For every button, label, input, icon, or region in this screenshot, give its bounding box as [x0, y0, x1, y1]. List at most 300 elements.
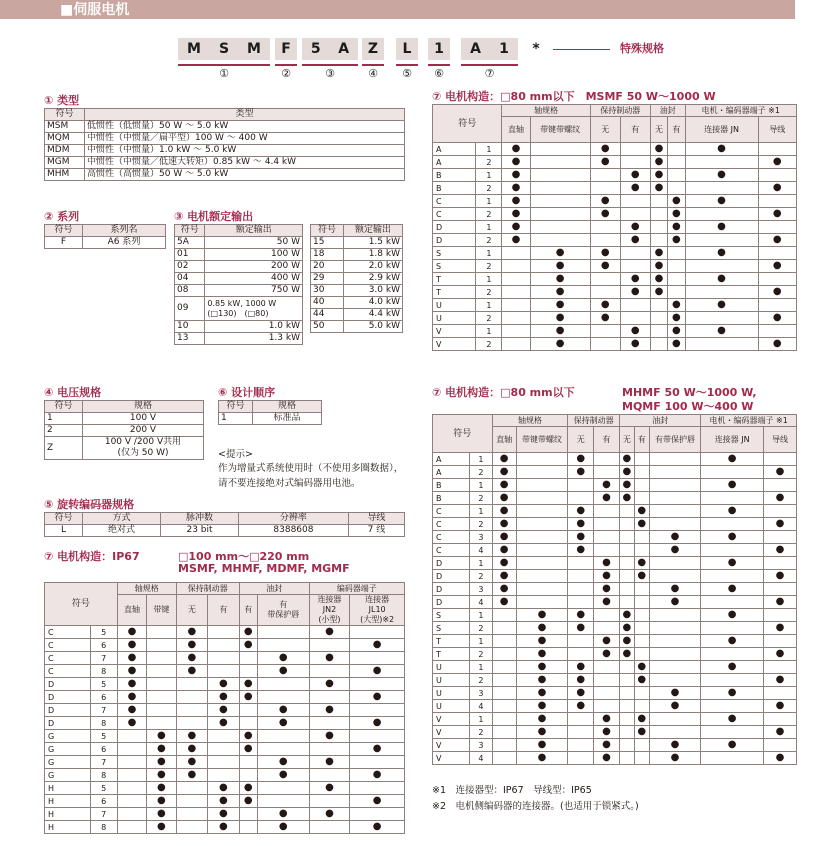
col-header: 脉冲数	[161, 513, 239, 525]
col-header: 符号	[311, 225, 344, 237]
dot-mark: ●	[654, 143, 664, 154]
dot-mark: ●	[600, 143, 610, 154]
model-code-box-6	[428, 38, 450, 60]
option-cell	[208, 743, 240, 756]
option-cell	[649, 466, 701, 479]
code-letter: S	[433, 247, 476, 260]
option-cell	[176, 808, 208, 821]
dot-mark: ●	[717, 169, 726, 180]
option-cell	[176, 717, 208, 730]
code-letter: S	[433, 622, 470, 635]
option-cell	[619, 609, 634, 622]
dot-mark: ●	[672, 299, 681, 310]
dot-mark: ●	[727, 505, 737, 516]
col-header: 规格	[253, 401, 322, 413]
option-cell	[594, 479, 620, 492]
option-cell	[701, 570, 764, 583]
code-number: 2	[476, 182, 502, 195]
option-cell	[590, 273, 620, 286]
table-row	[433, 143, 797, 156]
option-cell	[516, 557, 568, 570]
model-position-number: ④	[368, 67, 378, 80]
option-cell	[239, 743, 257, 756]
dot-mark: ●	[372, 769, 382, 780]
dot-mark: ●	[654, 182, 664, 193]
option-cell	[701, 492, 764, 505]
dot-mark: ●	[772, 182, 782, 193]
dot-mark: ●	[717, 325, 726, 336]
col-sub-header	[117, 595, 146, 626]
dot-mark: ●	[499, 596, 509, 607]
dot-mark: ●	[325, 678, 334, 689]
option-cell	[634, 570, 649, 583]
output-value: 50 W	[205, 237, 303, 249]
model-code-box-2	[275, 38, 297, 60]
option-cell	[620, 169, 650, 182]
option-cell	[257, 756, 309, 769]
table-cell: 100 V	[83, 413, 204, 425]
option-cell	[685, 208, 758, 221]
option-cell	[649, 674, 701, 687]
col-header: 符号	[219, 401, 253, 413]
table-row	[45, 425, 204, 437]
dot-mark: ●	[600, 312, 610, 323]
option-cell	[117, 808, 146, 821]
option-cell	[492, 570, 516, 583]
dot-mark: ●	[672, 325, 681, 336]
option-cell	[568, 622, 594, 635]
option-cell	[594, 453, 620, 466]
option-cell	[492, 531, 516, 544]
option-cell	[649, 713, 701, 726]
code-letter: U	[433, 687, 470, 700]
output-code: 01	[175, 249, 205, 261]
option-cell	[309, 678, 350, 691]
option-cell	[649, 492, 701, 505]
option-cell	[634, 479, 649, 492]
code-letter: D	[433, 570, 470, 583]
option-cell	[668, 325, 685, 338]
dot-mark: ●	[511, 195, 521, 206]
option-cell	[685, 260, 758, 273]
option-cell	[668, 234, 685, 247]
option-cell	[758, 143, 796, 156]
col-group-header: 保持制动器	[176, 583, 239, 595]
col-sub-header	[568, 427, 594, 453]
option-cell	[590, 338, 620, 351]
dot-mark: ●	[775, 596, 785, 607]
option-cell	[685, 169, 758, 182]
table-row	[433, 544, 797, 557]
output-code: 5A	[175, 237, 205, 249]
option-cell	[239, 808, 257, 821]
col-header: 额定输出	[344, 225, 403, 237]
dot-mark: ●	[157, 769, 166, 780]
dot-mark: ●	[127, 652, 137, 663]
output-table-left	[174, 224, 303, 345]
cell-line: (□130) (□80)	[207, 308, 269, 318]
code-number: 5	[90, 678, 117, 691]
option-cell	[208, 704, 240, 717]
option-cell	[208, 821, 240, 834]
option-cell	[309, 756, 350, 769]
table-row	[433, 312, 797, 325]
dot-mark: ●	[537, 739, 547, 750]
model-char: Z	[367, 41, 379, 57]
option-cell	[117, 639, 146, 652]
dot-mark: ●	[157, 730, 166, 741]
hint-title: <提示>	[218, 449, 253, 460]
dot-mark: ●	[727, 531, 737, 542]
dot-mark: ●	[187, 743, 197, 754]
code-number: 2	[470, 570, 492, 583]
dot-mark: ●	[537, 713, 547, 724]
dot-mark: ●	[499, 544, 509, 555]
option-cell	[257, 808, 309, 821]
option-cell	[619, 531, 634, 544]
option-cell	[634, 622, 649, 635]
option-cell	[594, 687, 620, 700]
dot-mark: ●	[576, 674, 586, 685]
code-number: 2	[470, 648, 492, 661]
dot-mark: ●	[717, 247, 726, 258]
dot-mark: ●	[555, 247, 565, 258]
table-row	[433, 221, 797, 234]
option-cell	[350, 626, 405, 639]
option-cell	[594, 518, 620, 531]
table-row	[45, 652, 405, 665]
sub-header-line: 连接器 JN	[714, 434, 750, 444]
dot-mark: ●	[499, 570, 509, 581]
option-cell	[502, 208, 530, 221]
option-cell	[649, 648, 701, 661]
option-cell	[516, 752, 568, 765]
option-cell	[502, 299, 530, 312]
option-cell	[620, 338, 650, 351]
option-cell	[176, 678, 208, 691]
code-number: 5	[90, 782, 117, 795]
table-row	[45, 795, 405, 808]
table-row	[311, 297, 403, 309]
option-cell	[309, 639, 350, 652]
code-letter: C	[45, 626, 91, 639]
option-cell	[758, 338, 796, 351]
option-cell	[668, 221, 685, 234]
output-value: 4.0 kW	[344, 297, 403, 309]
table-row	[45, 437, 204, 460]
col-sub-header	[239, 595, 257, 626]
table-row	[45, 157, 405, 169]
option-cell	[594, 596, 620, 609]
option-cell	[590, 286, 620, 299]
dot-mark: ●	[219, 795, 228, 806]
col-sub-header	[685, 117, 758, 143]
option-cell	[208, 730, 240, 743]
model-code-box-7	[461, 38, 518, 60]
option-cell	[530, 234, 590, 247]
option-cell	[701, 479, 764, 492]
option-cell	[568, 531, 594, 544]
col-sub-header	[668, 117, 685, 143]
table-row	[45, 743, 405, 756]
col-sub-header	[492, 427, 516, 453]
table-row	[45, 678, 405, 691]
model-position-number: ⑥	[434, 67, 444, 80]
option-cell	[685, 247, 758, 260]
table-cell: 8388608	[239, 525, 349, 537]
option-cell	[668, 169, 685, 182]
code-letter: H	[45, 808, 91, 821]
option-cell	[758, 325, 796, 338]
dot-mark: ●	[127, 626, 137, 637]
encoder-table	[44, 512, 405, 537]
option-cell	[117, 743, 146, 756]
table-row	[433, 208, 797, 221]
option-cell	[620, 234, 650, 247]
table-cell: MQM	[45, 133, 85, 145]
option-cell	[634, 661, 649, 674]
table-row	[45, 782, 405, 795]
table-row	[45, 704, 405, 717]
table-row	[175, 285, 303, 297]
sub-header-line: 直轴	[508, 124, 525, 134]
option-cell	[619, 466, 634, 479]
option-cell	[492, 700, 516, 713]
sub-header-line: 导线	[771, 434, 788, 444]
sub-header-line: 有	[631, 124, 640, 134]
option-cell	[649, 700, 701, 713]
table-row	[45, 730, 405, 743]
col-sub-header	[516, 427, 568, 453]
option-cell	[763, 492, 796, 505]
option-cell	[758, 208, 796, 221]
table-row	[433, 273, 797, 286]
option-cell	[620, 247, 650, 260]
dot-mark: ●	[775, 674, 785, 685]
col-sub-header	[147, 595, 176, 626]
code-number: 1	[476, 247, 502, 260]
option-cell	[701, 726, 764, 739]
option-cell	[619, 596, 634, 609]
option-cell	[516, 479, 568, 492]
output-code: 29	[311, 273, 344, 285]
dot-mark: ●	[187, 665, 197, 676]
header-row	[45, 513, 405, 525]
option-cell	[350, 665, 405, 678]
option-cell	[590, 195, 620, 208]
option-cell	[649, 531, 701, 544]
dot-mark: ●	[600, 247, 610, 258]
option-cell	[309, 795, 350, 808]
table-cell: Z	[45, 437, 83, 460]
table-row	[433, 622, 797, 635]
dot-mark: ●	[727, 479, 737, 490]
option-cell	[568, 518, 594, 531]
sub-header-line: 无	[187, 605, 196, 614]
dot-mark: ●	[670, 687, 680, 698]
option-cell	[650, 143, 667, 156]
code-letter: A	[433, 143, 476, 156]
option-cell	[668, 156, 685, 169]
option-cell	[502, 325, 530, 338]
table-cell: 标准品	[253, 413, 322, 425]
option-cell	[516, 596, 568, 609]
table-cell: 1	[45, 413, 83, 425]
option-cell	[117, 652, 146, 665]
option-cell	[668, 299, 685, 312]
code-letter: U	[433, 661, 470, 674]
code-letter: T	[433, 635, 470, 648]
code-letter: G	[45, 756, 91, 769]
option-cell	[594, 609, 620, 622]
col-sub-header	[758, 117, 796, 143]
table-row	[45, 169, 405, 181]
model-char: 1	[499, 41, 509, 57]
dot-mark: ●	[775, 726, 785, 737]
col-sub-header	[763, 427, 796, 453]
dot-mark: ●	[654, 273, 664, 284]
option-cell	[594, 661, 620, 674]
option-cell	[619, 674, 634, 687]
option-cell	[619, 752, 634, 765]
col-group-header: 保持制动器	[568, 415, 620, 427]
model-code-box-4	[362, 38, 384, 60]
option-cell	[763, 479, 796, 492]
sub-header-line: 导线	[769, 124, 786, 134]
series-table	[44, 224, 166, 249]
option-cell	[176, 743, 208, 756]
option-cell	[634, 713, 649, 726]
code-number: 1	[476, 143, 502, 156]
option-cell	[492, 674, 516, 687]
option-cell	[492, 687, 516, 700]
col-header: 符号	[45, 225, 83, 237]
option-cell	[650, 286, 667, 299]
option-cell	[594, 713, 620, 726]
output-value: 1.3 kW	[205, 333, 303, 345]
table-row	[175, 237, 303, 249]
table-row	[433, 453, 797, 466]
hint-line1: 作为增量式系统使用时（不使用多圈数据），	[218, 463, 404, 474]
option-cell	[758, 156, 796, 169]
option-cell	[208, 769, 240, 782]
option-cell	[568, 752, 594, 765]
option-cell	[502, 143, 530, 156]
model-char: 5	[310, 41, 321, 57]
table-cell: 中惯性（中惯量／扁平型）100 W ～ 400 W	[85, 133, 405, 145]
code-number: 1	[476, 273, 502, 286]
dot-mark: ●	[511, 156, 521, 167]
table-row	[433, 739, 797, 752]
dot-mark: ●	[325, 730, 334, 741]
option-cell	[634, 752, 649, 765]
table-row	[311, 321, 403, 333]
code-number: 1	[476, 195, 502, 208]
option-cell	[492, 648, 516, 661]
option-cell	[701, 687, 764, 700]
encoder-title: ⑤ 旋转编码器规格	[44, 498, 135, 511]
dot-mark: ●	[672, 195, 681, 206]
dot-mark: ●	[576, 466, 586, 477]
code-letter: A	[433, 453, 470, 466]
code-letter: C	[433, 531, 470, 544]
dot-mark: ●	[278, 808, 288, 819]
dot-mark: ●	[219, 808, 228, 819]
option-cell	[309, 821, 350, 834]
table-cell: 2	[45, 425, 83, 437]
sub-header-line: (小型)	[318, 615, 341, 624]
option-cell	[590, 169, 620, 182]
dot-mark: ●	[157, 782, 166, 793]
option-cell	[634, 687, 649, 700]
table-row	[433, 505, 797, 518]
code-number: 6	[90, 691, 117, 704]
option-cell	[176, 691, 208, 704]
table-row	[433, 156, 797, 169]
dot-mark: ●	[499, 492, 509, 503]
option-cell	[650, 299, 667, 312]
option-cell	[590, 156, 620, 169]
option-cell	[309, 808, 350, 821]
dot-mark: ●	[670, 583, 680, 594]
dot-mark: ●	[499, 531, 509, 542]
sub-header-line: (大型)※2	[360, 615, 395, 624]
option-cell	[530, 182, 590, 195]
option-cell	[568, 635, 594, 648]
option-cell	[530, 169, 590, 182]
sub-header-line: 带键带螺纹	[522, 434, 562, 444]
sub-header-line: 有	[219, 605, 228, 614]
output-value: 200 W	[205, 261, 303, 273]
dot-mark: ●	[499, 518, 509, 529]
option-cell	[208, 665, 240, 678]
option-cell	[492, 596, 516, 609]
voltage-title: ④ 电压规格	[44, 386, 102, 399]
dot-mark: ●	[672, 338, 681, 349]
dot-mark: ●	[600, 195, 610, 206]
dot-mark: ●	[602, 648, 611, 659]
sub-header-line: 无	[601, 124, 610, 134]
option-cell	[239, 821, 257, 834]
design-title: ⑥ 设计顺序	[218, 386, 276, 399]
dot-mark: ●	[637, 505, 647, 516]
dot-mark: ●	[670, 544, 680, 555]
option-cell	[650, 338, 667, 351]
model-underline	[428, 64, 450, 66]
table-row	[45, 769, 405, 782]
dot-mark: ●	[654, 260, 664, 271]
code-number: 1	[476, 169, 502, 182]
option-cell	[147, 756, 176, 769]
code-letter: D	[45, 717, 91, 730]
option-cell	[176, 665, 208, 678]
col-group-header: 油封	[650, 105, 685, 117]
option-cell	[530, 273, 590, 286]
option-cell	[568, 453, 594, 466]
option-cell	[668, 273, 685, 286]
option-cell	[619, 661, 634, 674]
output-code: 50	[311, 321, 344, 333]
dot-mark: ●	[187, 769, 197, 780]
dot-mark: ●	[157, 743, 166, 754]
table-row	[433, 674, 797, 687]
dot-mark: ●	[219, 821, 228, 832]
dot-mark: ●	[576, 518, 586, 529]
option-cell	[516, 505, 568, 518]
option-cell	[309, 691, 350, 704]
dot-mark: ●	[187, 730, 197, 741]
dot-mark: ●	[511, 221, 521, 232]
